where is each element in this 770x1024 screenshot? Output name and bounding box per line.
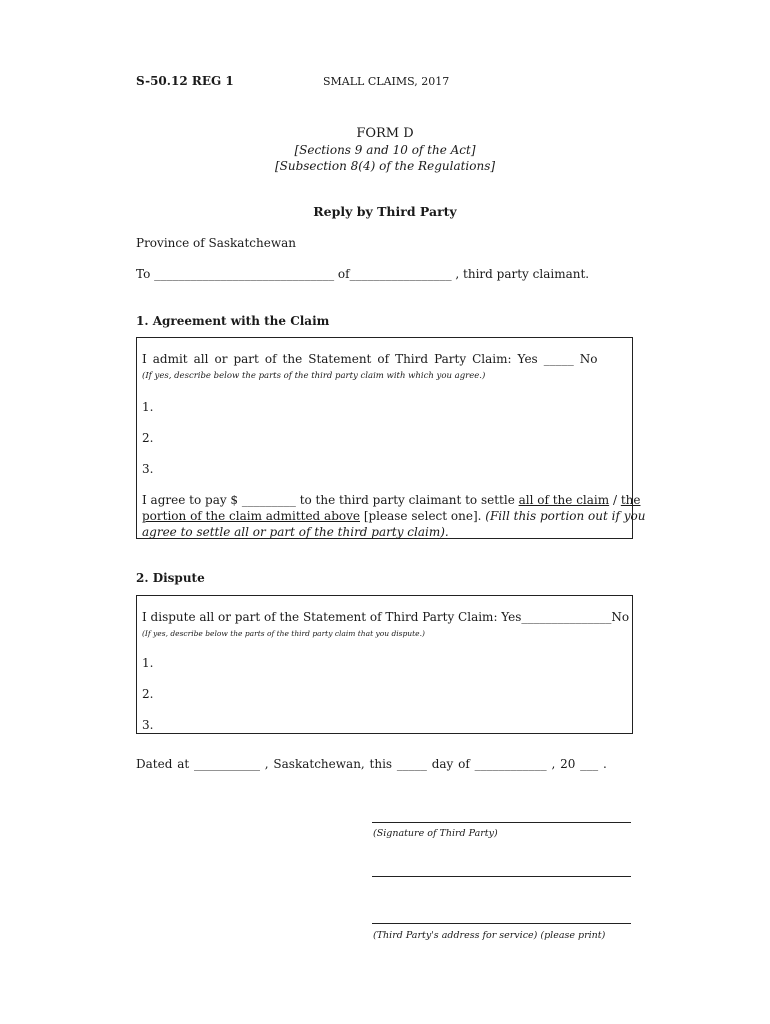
admit-hint: (If yes, describe below the parts of the third party claim with which you agree.)	[142, 371, 486, 381]
fill-portion-note-continued: agree to settle all or part of the third party claim).	[142, 525, 449, 539]
form-reference-sections: [Sections 9 and 10 of the Act]	[294, 143, 476, 157]
option-portion-start: the	[620, 493, 641, 507]
section-1-heading: 1. Agreement with the Claim	[136, 314, 330, 328]
agreement-item-2: 2.	[142, 431, 154, 445]
agreement-item-3: 3.	[142, 462, 154, 476]
province-line: Province of Saskatchewan	[136, 236, 296, 250]
dispute-item-2: 2.	[142, 687, 154, 701]
option-portion-of-claim: portion of the claim admitted above	[142, 509, 360, 523]
option-all-of-claim: all of the claim	[518, 493, 610, 507]
dispute-hint: (If yes, describe below the parts of the third party claim that you dispute.)	[142, 629, 425, 638]
agree-portion-line	[142, 509, 645, 523]
admit-statement: I admit all or part of the Statement of Third Party Claim: Yes _____ No	[142, 352, 598, 366]
option-separator: /	[609, 493, 621, 507]
agree-to-pay-text: I agree to pay $ _________ to the third party claimant to settle	[142, 493, 519, 507]
addressee-line: To ______________________________ of_________________ , third party claimant.	[136, 267, 590, 281]
select-one-note: [please select one].	[360, 509, 486, 523]
act-title: SMALL CLAIMS, 2017	[323, 75, 450, 88]
agreement-item-1: 1.	[142, 400, 154, 414]
agreement-box	[136, 337, 646, 539]
address-label: (Third Party's address for service) (please print)	[373, 930, 606, 941]
signature-line	[372, 822, 631, 823]
dispute-statement: I dispute all or part of the Statement of Third Party Claim: Yes_______________No	[142, 610, 630, 624]
page-title: Reply by Third Party	[313, 204, 457, 219]
form-reference-subsection: [Subsection 8(4) of the Regulations]	[274, 159, 496, 173]
signature-label: (Signature of Third Party)	[373, 828, 498, 839]
dispute-box	[136, 595, 633, 734]
address-line-1	[372, 876, 631, 877]
address-line-2	[372, 923, 631, 924]
form-title: FORM D	[356, 126, 414, 141]
dispute-item-1: 1.	[142, 656, 154, 670]
regulation-number: S-50.12 REG 1	[136, 74, 234, 88]
agree-to-pay-line	[142, 493, 640, 507]
dated-line: Dated at ___________ , Saskatchewan, this _____ day of ____________ , 20 ___ .	[136, 757, 607, 771]
dispute-item-3: 3.	[142, 718, 154, 732]
section-2-heading: 2. Dispute	[136, 571, 205, 585]
fill-portion-note: (Fill this portion out if you	[485, 509, 646, 523]
